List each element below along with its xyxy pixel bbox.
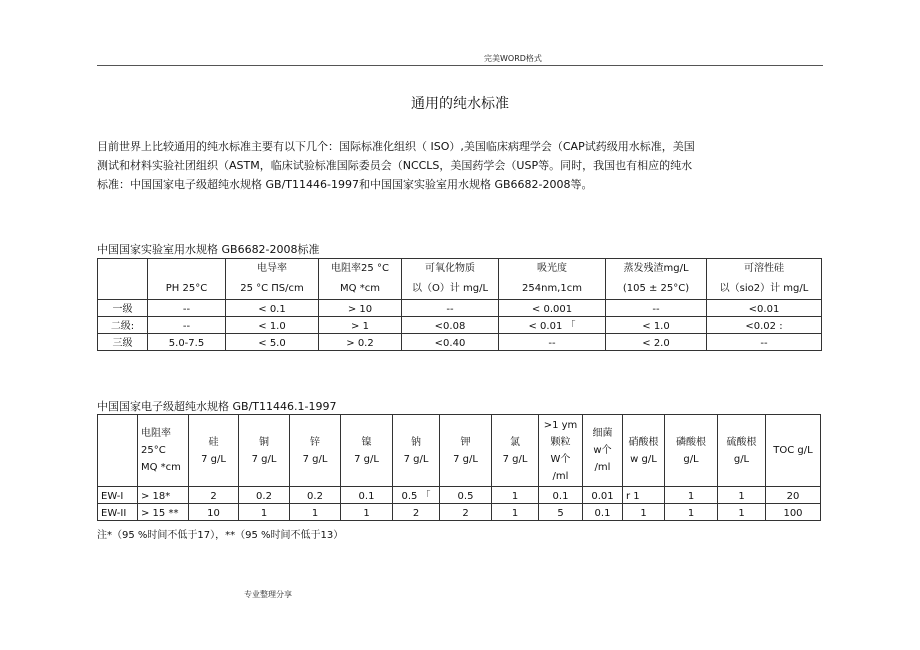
table-cell: 0.1 xyxy=(583,504,623,521)
table-cell: 1 xyxy=(239,504,290,521)
header-cell: 电阻率25 °C MQ *cm xyxy=(319,259,402,300)
table-row xyxy=(98,504,821,521)
header-cell: 可氧化物质 以（O）计 mg/L xyxy=(402,259,499,300)
header-cell: 吸光度 254nm,1cm xyxy=(499,259,606,300)
header-cell: PH 25°C xyxy=(148,259,226,300)
table-cell: 2 xyxy=(189,487,239,504)
table-cell: < 5.0 xyxy=(226,334,319,351)
document-title: 通用的纯水标准 xyxy=(411,96,509,112)
header-cell: 电导率 25 °C ΠS/cm xyxy=(226,259,319,300)
grade-label: 二级: xyxy=(98,317,148,334)
table-cell: 0.5 「 xyxy=(393,487,440,504)
page-header-text: 完美WORD格式 xyxy=(484,54,542,63)
table-cell: 20 xyxy=(766,487,821,504)
table-cell: 1 xyxy=(492,504,539,521)
table-cell: 5.0-7.5 xyxy=(148,334,226,351)
table-cell: > 18* xyxy=(138,487,189,504)
page-footer-text: 专业整理分享 xyxy=(244,590,292,599)
table-cell: > 1 xyxy=(319,317,402,334)
intro-line: 标准：中国国家电子级超纯水规格 GB/T11446-1997和中国国家实验室用水规格 GB6682-2008等。 xyxy=(97,178,593,191)
table-cell: -- xyxy=(402,300,499,317)
table-cell: < 0.001 xyxy=(499,300,606,317)
header-cell: 电阻率 25°C MQ *cm xyxy=(138,415,189,487)
header-divider xyxy=(97,65,823,66)
intro-paragraph xyxy=(97,137,737,194)
header-cell: 可溶性硅 以（sio2）计 mg/L xyxy=(707,259,822,300)
table-cell: 1 xyxy=(492,487,539,504)
grade-label: EW-I xyxy=(98,487,138,504)
table-row xyxy=(98,300,822,317)
table-cell: 1 xyxy=(665,487,718,504)
table2-caption: 中国国家电子级超纯水规格 GB/T11446.1-1997 xyxy=(97,400,337,413)
header-cell: 锌 7 g/L xyxy=(290,415,341,487)
header-cell: 钠 7 g/L xyxy=(393,415,440,487)
table-cell: <0.02 : xyxy=(707,317,822,334)
table-cell: <0.08 xyxy=(402,317,499,334)
header-cell: TOC g/L xyxy=(766,415,821,487)
footnote: 注*（95 %时间不低于17），**（95 %时间不低于13） xyxy=(97,530,344,541)
electronic-grade-water-table xyxy=(97,414,821,521)
table-cell: 0.2 xyxy=(239,487,290,504)
grade-label: EW-II xyxy=(98,504,138,521)
header-cell: 蒸发残渣mg/L (105 ± 25°C) xyxy=(606,259,707,300)
table-cell: -- xyxy=(148,317,226,334)
header-cell: 硅 7 g/L xyxy=(189,415,239,487)
header-cell: 铜 7 g/L xyxy=(239,415,290,487)
header-cell: 镍 7 g/L xyxy=(341,415,393,487)
table-cell: 5 xyxy=(539,504,583,521)
table-cell: 1 xyxy=(623,504,665,521)
table-cell: 10 xyxy=(189,504,239,521)
table-cell: 1 xyxy=(341,504,393,521)
table-cell: 0.01 xyxy=(583,487,623,504)
table-cell: -- xyxy=(606,300,707,317)
table-cell: 0.5 xyxy=(440,487,492,504)
header-cell: >1 ym 颗粒 W个 /ml xyxy=(539,415,583,487)
intro-line: 目前世界上比较通用的纯水标准主要有以下几个：国际标准化组织（ ISO）,美国临床病理学会（CAP试药级用水标准，美国 xyxy=(97,140,695,153)
header-cell: 氯 7 g/L xyxy=(492,415,539,487)
table-cell: <0.40 xyxy=(402,334,499,351)
grade-label: 三级 xyxy=(98,334,148,351)
intro-line: 测试和材料实验社团组织（ASTM，临床试验标准国际委员会（NCCLS，美国药学会（USP等。同时，我国也有相应的纯水 xyxy=(97,159,693,172)
table-cell: 1 xyxy=(665,504,718,521)
table2-header-row xyxy=(98,415,821,487)
table-cell: -- xyxy=(707,334,822,351)
table-cell: 100 xyxy=(766,504,821,521)
table-cell: 2 xyxy=(393,504,440,521)
table-row xyxy=(98,317,822,334)
table-cell: -- xyxy=(499,334,606,351)
table-cell: < 0.01 「 xyxy=(499,317,606,334)
table-cell: < 0.1 xyxy=(226,300,319,317)
table-cell: < 1.0 xyxy=(226,317,319,334)
grade-label: 一级 xyxy=(98,300,148,317)
header-cell: 细菌 w个 /ml xyxy=(583,415,623,487)
table-cell: > 10 xyxy=(319,300,402,317)
header-cell xyxy=(98,259,148,300)
table-cell: > 0.2 xyxy=(319,334,402,351)
header-cell xyxy=(98,415,138,487)
table-cell: 0.1 xyxy=(539,487,583,504)
table-cell: < 2.0 xyxy=(606,334,707,351)
table-cell: 0.2 xyxy=(290,487,341,504)
table-cell: 1 xyxy=(718,487,766,504)
lab-water-standard-table xyxy=(97,258,822,351)
table-cell: r 1 xyxy=(623,487,665,504)
header-cell: 硫酸根 g/L xyxy=(718,415,766,487)
table-cell: 0.1 xyxy=(341,487,393,504)
table-cell: <0.01 xyxy=(707,300,822,317)
header-cell: 钾 7 g/L xyxy=(440,415,492,487)
table1-header-row xyxy=(98,259,822,300)
header-cell: 硝酸根 w g/L xyxy=(623,415,665,487)
table-row xyxy=(98,487,821,504)
table-cell: > 15 ** xyxy=(138,504,189,521)
table-cell: 2 xyxy=(440,504,492,521)
table-cell: < 1.0 xyxy=(606,317,707,334)
table-row xyxy=(98,334,822,351)
table-cell: 1 xyxy=(290,504,341,521)
table-cell: -- xyxy=(148,300,226,317)
header-cell: 磷酸根 g/L xyxy=(665,415,718,487)
table-cell: 1 xyxy=(718,504,766,521)
table1-caption: 中国国家实验室用水规格 GB6682-2008标准 xyxy=(97,243,320,256)
